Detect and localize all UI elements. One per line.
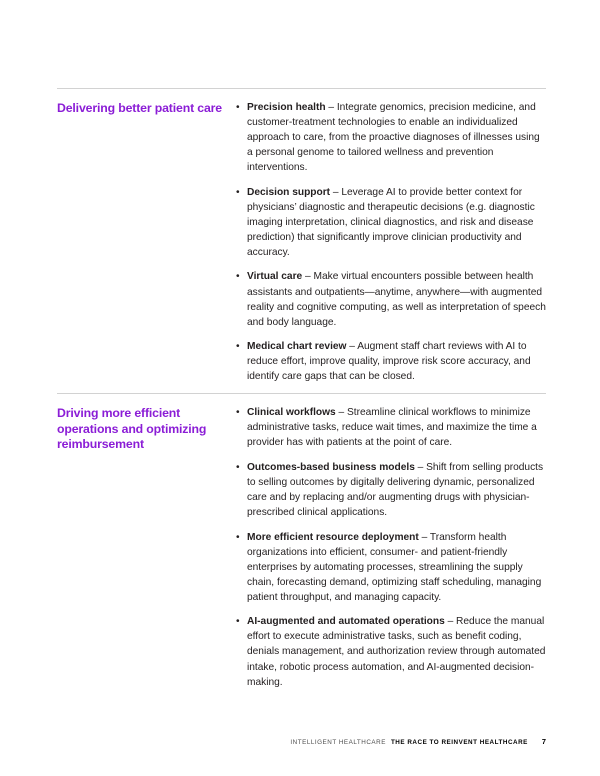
bullet-text: Streamline clinical workflows to minimize administrative tasks, reduce wait times, and maximize the time a provider has with patients at the point of care.	[247, 407, 537, 449]
bullet-text: Make virtual encounters possible between health assistants and outpatients—anytime, anywhere—with augmented reality and cognitive computing, as well as interpretation of speech and body language.	[247, 271, 546, 328]
bullet-text: Transform health organizations into efficient, consumer- and patient-friendly enterprises by automating processes, streamlining the supply chain, forecasting demand, optimizing staff scheduling, managing patient throughput, and managing capacity.	[247, 531, 542, 603]
list-item	[235, 185, 546, 260]
bullet-text: Integrate genomics, precision medicine, and customer-treatment technologies to enable an individualized approach to care, from the proactive diagnoses of illnesses using a personal genome to tailored wellness and prevention interventions.	[247, 102, 540, 174]
bullet-term: Virtual care	[247, 271, 303, 283]
bullet-dash: –	[325, 102, 337, 113]
footer-document-title: THE RACE TO REINVENT HEALTHCARE	[390, 739, 528, 746]
list-item	[235, 100, 546, 175]
bullet-term: Clinical workflows	[247, 407, 336, 419]
bullet-text: Shift from selling products to selling outcomes by digitally delivering dynamic, personalized care and by replacing and/or augmenting drugs with physician-prescribed clinical applications.	[247, 461, 544, 519]
bullet-dash: –	[414, 461, 427, 473]
bullet-dash: –	[346, 341, 358, 353]
section-heading: Delivering better patient care	[57, 101, 222, 115]
page-footer	[57, 737, 546, 746]
bullet-text: Augment staff chart reviews with AI to reduce effort, improve quality, improve risk score accuracy, and identify care gaps that can be closed.	[247, 341, 531, 383]
bullet-list	[235, 405, 546, 689]
page-content	[57, 88, 546, 699]
section-driving-more-efficient-operations	[57, 394, 546, 698]
list-item	[235, 460, 546, 520]
bullet-dash: –	[418, 531, 430, 543]
list-item	[235, 530, 546, 605]
bullet-dash: –	[302, 271, 314, 283]
bullet-term: AI-augmented and automated operations	[247, 616, 445, 628]
page-number: 7	[541, 737, 546, 746]
bullet-dash: –	[335, 407, 347, 419]
list-item	[235, 405, 546, 450]
bullet-term: More efficient resource deployment	[247, 531, 419, 543]
list-item	[235, 269, 546, 329]
list-item	[235, 614, 546, 689]
bullet-term: Decision support	[247, 186, 331, 198]
bullet-dash: –	[444, 616, 457, 628]
footer-publication-name: INTELLIGENT HEALTHCARE	[290, 739, 386, 746]
bullet-dash: –	[330, 186, 342, 198]
bullet-text: Leverage AI to provide better context for physicians’ diagnostic and therapeutic decisions (e.g. diagnostic imaging interpretation, clinical diagnostics, and risk and disease prediction) that significantly improve clinician productivity and accuracy.	[247, 186, 535, 258]
list-item	[235, 339, 546, 384]
bullet-text: Reduce the manual effort to execute administrative tasks, such as benefit coding, denials management, and authorization review through automated intake, robotic process automation, and AI-augmented decision-making.	[247, 616, 546, 688]
bullet-term: Precision health	[247, 102, 326, 113]
bullet-term: Outcomes-based business models	[247, 461, 415, 473]
bullet-list	[235, 100, 546, 384]
section-delivering-better-patient-care	[57, 89, 546, 393]
bullet-term: Medical chart review	[247, 341, 347, 353]
section-heading: Driving more efficient operations and optimizing reimbursement	[57, 406, 207, 452]
